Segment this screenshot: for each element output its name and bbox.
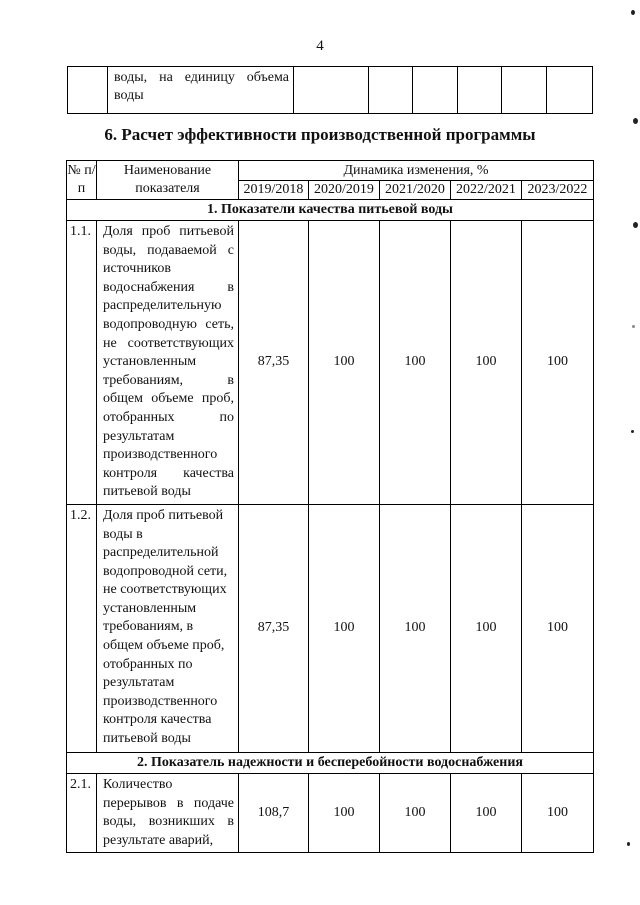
value-cell: 100 bbox=[451, 773, 522, 852]
table-row bbox=[67, 221, 594, 505]
value-cell: 87,35 bbox=[239, 221, 309, 505]
efficiency-table bbox=[66, 160, 594, 853]
section-row bbox=[67, 200, 594, 221]
row-number: 1.2. bbox=[67, 504, 97, 752]
table-cell bbox=[294, 67, 369, 114]
table-cell bbox=[502, 67, 547, 114]
value-cell: 100 bbox=[309, 773, 380, 852]
table-row bbox=[67, 773, 594, 852]
value-cell: 100 bbox=[522, 773, 594, 852]
value-cell: 100 bbox=[380, 504, 451, 752]
header-period: 2022/2021 bbox=[451, 181, 522, 200]
header-period: 2021/2020 bbox=[380, 181, 451, 200]
section-row bbox=[67, 752, 594, 773]
scan-speck bbox=[633, 118, 638, 124]
page-number: 4 bbox=[316, 38, 324, 54]
value-cell: 100 bbox=[522, 504, 594, 752]
value-cell: 100 bbox=[380, 221, 451, 505]
value-cell: 100 bbox=[522, 221, 594, 505]
value-cell: 100 bbox=[451, 221, 522, 505]
table-cell bbox=[369, 67, 413, 114]
table-cell bbox=[68, 67, 108, 114]
scan-speck bbox=[627, 842, 630, 846]
header-period: 2023/2022 bbox=[522, 181, 594, 200]
row-number: 2.1. bbox=[67, 773, 97, 852]
value-cell: 108,7 bbox=[239, 773, 309, 852]
value-cell: 100 bbox=[380, 773, 451, 852]
section-heading: 6. Расчет эффективности производственной программы bbox=[104, 125, 536, 144]
section-title: 1. Показатели качества питьевой воды bbox=[67, 200, 594, 221]
scan-speck bbox=[633, 222, 638, 228]
scan-speck bbox=[632, 325, 635, 328]
scan-speck bbox=[631, 430, 634, 433]
value-cell: 87,35 bbox=[239, 504, 309, 752]
header-period: 2019/2018 bbox=[239, 181, 309, 200]
header-row bbox=[67, 161, 594, 181]
header-dynamics: Динамика изменения, % bbox=[239, 161, 594, 181]
scan-speck bbox=[631, 10, 635, 15]
row-name: Доля проб питьевой воды в распределительной водопроводной сети, не соответствующих установленным требованиям, в общем объеме проб, отобранных по результатам производственного контроля качества питьевой воды bbox=[97, 504, 239, 752]
row-number: 1.1. bbox=[67, 221, 97, 505]
value-cell: 100 bbox=[309, 221, 380, 505]
table-row bbox=[67, 504, 594, 752]
table-row bbox=[68, 67, 593, 114]
header-name: Наименование показателя bbox=[97, 161, 239, 200]
table-cell bbox=[458, 67, 502, 114]
header-num: № п/п bbox=[67, 161, 97, 200]
header-period: 2020/2019 bbox=[309, 181, 380, 200]
value-cell: 100 bbox=[309, 504, 380, 752]
row-name: Количество перерывов в подаче воды, возникших в результате аварий, bbox=[97, 773, 239, 852]
table-cell-description: воды, на единицу объема воды bbox=[108, 67, 294, 114]
continuation-table bbox=[67, 66, 593, 114]
table-cell bbox=[413, 67, 458, 114]
section-title: 2. Показатель надежности и бесперебойности водоснабжения bbox=[67, 752, 594, 773]
table-cell bbox=[547, 67, 593, 114]
row-name: Доля проб питьевой воды, подаваемой с источников водоснабжения в распределительную водопроводную сеть, не соответствующих установленным требованиям, в общем объеме проб, отобранных по результатам производственного контроля качества питьевой воды bbox=[97, 221, 239, 505]
value-cell: 100 bbox=[451, 504, 522, 752]
